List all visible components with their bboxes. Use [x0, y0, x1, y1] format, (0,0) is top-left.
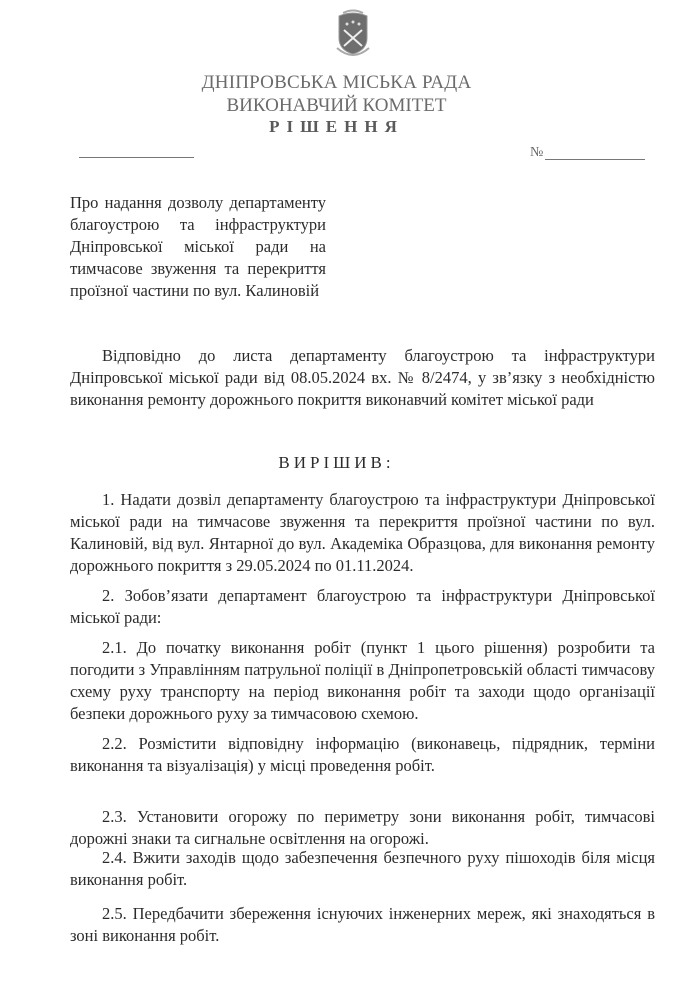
coat-of-arms-icon: [333, 8, 373, 60]
decided-heading: ВИРІШИВ:: [278, 453, 395, 472]
date-blank-line: [79, 157, 194, 158]
committee-name: ВИКОНАВЧИЙ КОМІТЕТ: [226, 95, 447, 116]
document-type: РІШЕННЯ: [269, 117, 404, 136]
preamble: Відповідно до листа департаменту благоустрою та інфраструктури Дніпровської міської ради від 08.05.2024 вх. № 8/2474, у зв’язку з необхідністю виконання ремонту дорожнього покриття виконавчий комітет міської ради: [70, 346, 655, 409]
item-2-5: 2.5. Передбачити збереження існуючих інженерних мереж, які знаходяться в зоні виконання робіт.: [70, 904, 655, 945]
item-1: 1. Надати дозвіл департаменту благоустрою та інфраструктури Дніпровської міської ради на тимчасове звуження та перекриття проїзної частини по вул. Калиновій, від вул. Янтарної до вул. Академіка Образцова, для виконання ремонту дорожнього покриття з 29.05.2024 по 01.11.2024.: [70, 490, 655, 575]
decision-title: Про надання дозволу департаменту благоустрою та інфраструктури Дніпровської міської ради на тимчасове звуження та перекриття проїзної частини по вул. Калиновій: [70, 193, 326, 300]
council-name: ДНІПРОВСЬКА МІСЬКА РАДА: [201, 72, 472, 93]
item-2: 2. Зобов’язати департамент благоустрою та інфраструктури Дніпровської міської ради:: [70, 586, 655, 627]
number-label: №: [530, 145, 544, 160]
item-2-1: 2.1. До початку виконання робіт (пункт 1 цього рішення) розробити та погодити з Управлінням патрульної поліції в Дніпропетровській області тимчасову схему руху транспорту на період виконання робіт та заходи щодо організації безпеки дорожнього руху за тимчасовою схемою.: [70, 638, 655, 723]
number-blank-line: [545, 159, 645, 160]
item-2-3: 2.3. Установити огорожу по периметру зони виконання робіт, тимчасові дорожні знаки та сигнальне освітлення на огорожі.: [70, 807, 655, 848]
item-2-2: 2.2. Розмістити відповідну інформацію (виконавець, підрядник, терміни виконання та візуалізація) у місці проведення робіт.: [70, 734, 655, 775]
item-2-4: 2.4. Вжити заходів щодо забезпечення безпечного руху пішоходів біля місця виконання робіт.: [70, 848, 655, 889]
